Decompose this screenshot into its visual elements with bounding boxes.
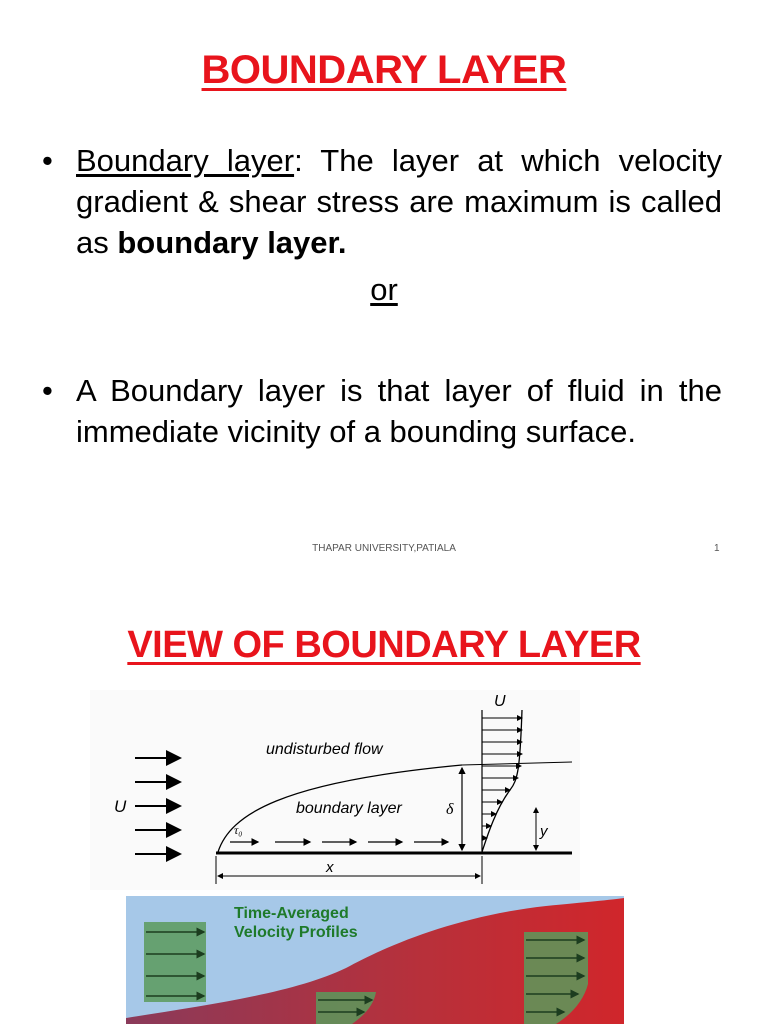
label-tau: τ₀ — [234, 823, 243, 837]
label-y: y — [540, 823, 548, 840]
boundary-layer-diagram — [90, 690, 580, 890]
separator-or: or — [370, 272, 398, 307]
velocity-profiles-image — [126, 896, 624, 1024]
left-profile — [144, 922, 206, 1002]
bullet-definition — [42, 140, 722, 263]
label-x: x — [326, 859, 334, 876]
label-top-U: U — [494, 693, 506, 710]
label-undisturbed-flow: undisturbed flow — [266, 741, 383, 758]
definition-emphasis: boundary layer. — [117, 225, 347, 260]
caption-line-1: Time-Averaged — [234, 905, 349, 922]
bullet-text: A Boundary layer is that layer of fluid in the immediate vicinity of a bounding surface. — [76, 373, 722, 449]
label-left-U: U — [114, 797, 127, 816]
caption-line-2: Velocity Profiles — [234, 924, 358, 941]
label-boundary-layer: boundary layer — [296, 800, 402, 817]
freestream-line — [462, 762, 572, 765]
slide-title: BOUNDARY LAYER — [201, 48, 567, 92]
bullet-alternate-definition — [42, 370, 722, 452]
definition-text: : The layer at which velocity gradient & shear stress are maximum is called as — [76, 143, 722, 260]
footer-institution: THAPAR UNIVERSITY,PATIALA — [312, 543, 456, 554]
velocity-profile — [482, 710, 522, 853]
freestream-arrows — [135, 758, 180, 854]
slide-title: VIEW OF BOUNDARY LAYER — [127, 624, 641, 666]
label-delta: δ — [446, 801, 454, 818]
term-boundary-layer: Boundary layer — [76, 143, 295, 178]
page-number: 1 — [714, 543, 720, 554]
bullet-dot: • — [42, 143, 53, 178]
bullet-dot: • — [42, 373, 53, 408]
bullet-text — [76, 140, 722, 263]
